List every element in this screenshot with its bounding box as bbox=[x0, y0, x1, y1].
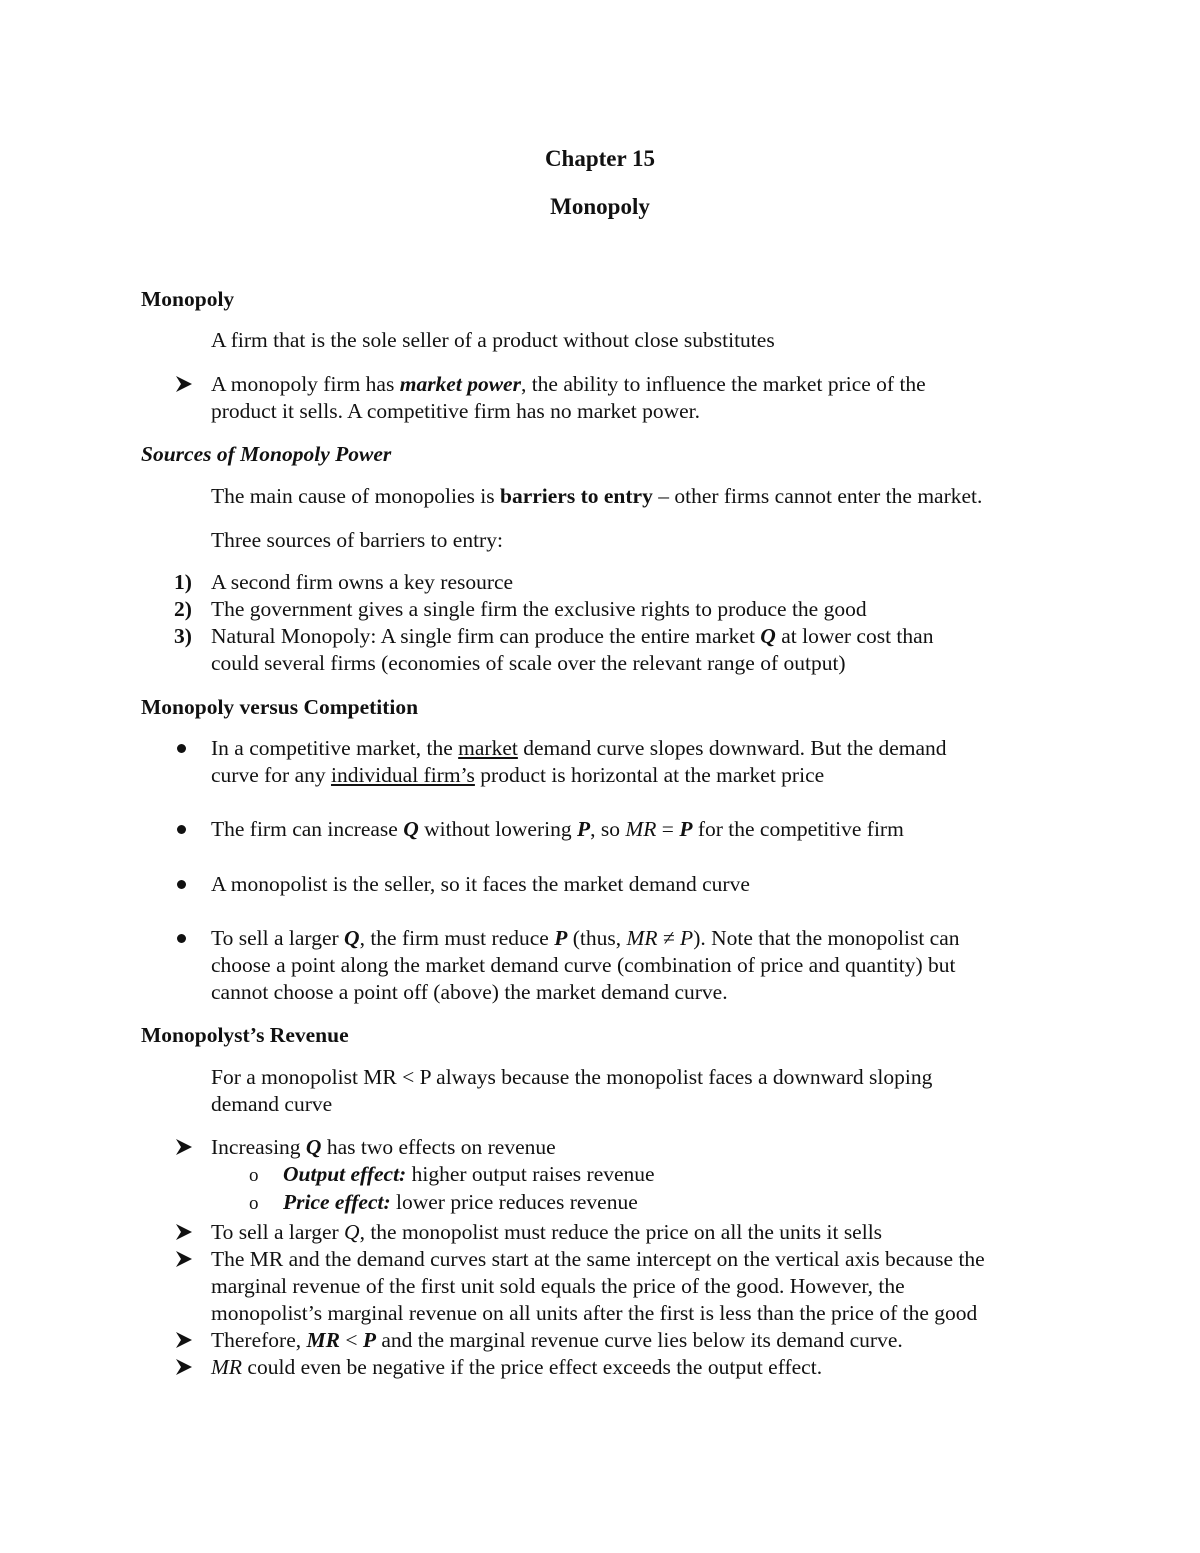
bullet-dot-icon bbox=[177, 744, 186, 753]
chapter-title: Chapter 15 bbox=[544, 146, 656, 171]
market-power-line1: A monopoly firm has market power, the ability to influence the market price of the bbox=[211, 372, 926, 396]
list-number: 1) bbox=[174, 570, 192, 594]
arrow-item-continued: monopolist’s marginal revenue on all units after the first is less than the price of the good bbox=[211, 1301, 978, 1325]
revenue-paragraph: For a monopolist MR < P always because the monopolist faces a downward sloping bbox=[211, 1065, 933, 1089]
section-heading-versus: Monopoly versus Competition bbox=[141, 695, 419, 719]
arrow-item-continued: marginal revenue of the first unit sold equals the price of the good. However, the bbox=[211, 1274, 905, 1298]
bullet-item-continued: choose a point along the market demand curve (combination of price and quantity) but bbox=[211, 953, 956, 977]
list-number: 2) bbox=[174, 597, 192, 621]
three-sources-intro: Three sources of barriers to entry: bbox=[211, 528, 503, 552]
bullet-item: To sell a larger Q, the firm must reduce P (thus, MR ≠ P). Note that the monopolist can bbox=[211, 926, 960, 950]
bullet-item-continued: curve for any individual firm’s product is horizontal at the market price bbox=[211, 763, 825, 787]
market-power-line2: product it sells. A competitive firm has no market power. bbox=[211, 399, 701, 423]
arrow-bullet-icon bbox=[174, 1330, 194, 1350]
section-heading-revenue: Monopolyst’s Revenue bbox=[141, 1023, 349, 1047]
output-effect-item: Output effect: higher output raises revenue bbox=[283, 1162, 655, 1186]
arrow-bullet-icon bbox=[174, 1249, 194, 1269]
section-heading-monopoly: Monopoly bbox=[141, 287, 235, 311]
arrow-item: To sell a larger Q, the monopolist must reduce the price on all the units it sells bbox=[211, 1220, 883, 1244]
revenue-paragraph-continued: demand curve bbox=[211, 1092, 333, 1116]
arrow-item: The MR and the demand curves start at the same intercept on the vertical axis because the bbox=[211, 1247, 985, 1271]
list-number: 3) bbox=[174, 624, 192, 648]
section-heading-sources: Sources of Monopoly Power bbox=[141, 442, 392, 466]
list-item: The government gives a single firm the exclusive rights to produce the good bbox=[211, 597, 867, 621]
arrow-item: Therefore, MR < P and the marginal revenue curve lies below its demand curve. bbox=[211, 1328, 903, 1352]
arrow-bullet-icon bbox=[174, 1222, 194, 1242]
chapter-topic: Monopoly bbox=[550, 194, 650, 219]
bullet-dot-icon bbox=[177, 934, 186, 943]
list-item-continued: could several firms (economies of scale over the relevant range of output) bbox=[211, 651, 846, 675]
arrow-bullet-icon bbox=[174, 1137, 194, 1157]
barriers-paragraph: The main cause of monopolies is barriers to entry – other firms cannot enter the market. bbox=[211, 484, 983, 508]
bullet-dot-icon bbox=[177, 825, 186, 834]
sub-bullet-o: o bbox=[249, 1165, 259, 1186]
arrow-item: MR could even be negative if the price effect exceeds the output effect. bbox=[211, 1355, 823, 1379]
bullet-item: The firm can increase Q without lowering P, so MR = P for the competitive firm bbox=[211, 817, 904, 841]
arrow-bullet-icon bbox=[174, 1357, 194, 1377]
monopoly-definition: A firm that is the sole seller of a product without close substitutes bbox=[211, 328, 775, 352]
price-effect-item: Price effect: lower price reduces revenue bbox=[283, 1190, 638, 1214]
sub-bullet-o: o bbox=[249, 1193, 259, 1214]
list-item: Natural Monopoly: A single firm can produce the entire market Q at lower cost than bbox=[211, 624, 934, 648]
bullet-item-continued: cannot choose a point off (above) the market demand curve. bbox=[211, 980, 728, 1004]
bullet-item: A monopolist is the seller, so it faces the market demand curve bbox=[211, 872, 750, 896]
bullet-item: In a competitive market, the market demand curve slopes downward. But the demand bbox=[211, 736, 947, 760]
list-item: A second firm owns a key resource bbox=[211, 570, 514, 594]
arrow-bullet-icon bbox=[174, 374, 194, 394]
arrow-item: Increasing Q has two effects on revenue bbox=[211, 1135, 556, 1159]
bullet-dot-icon bbox=[177, 880, 186, 889]
